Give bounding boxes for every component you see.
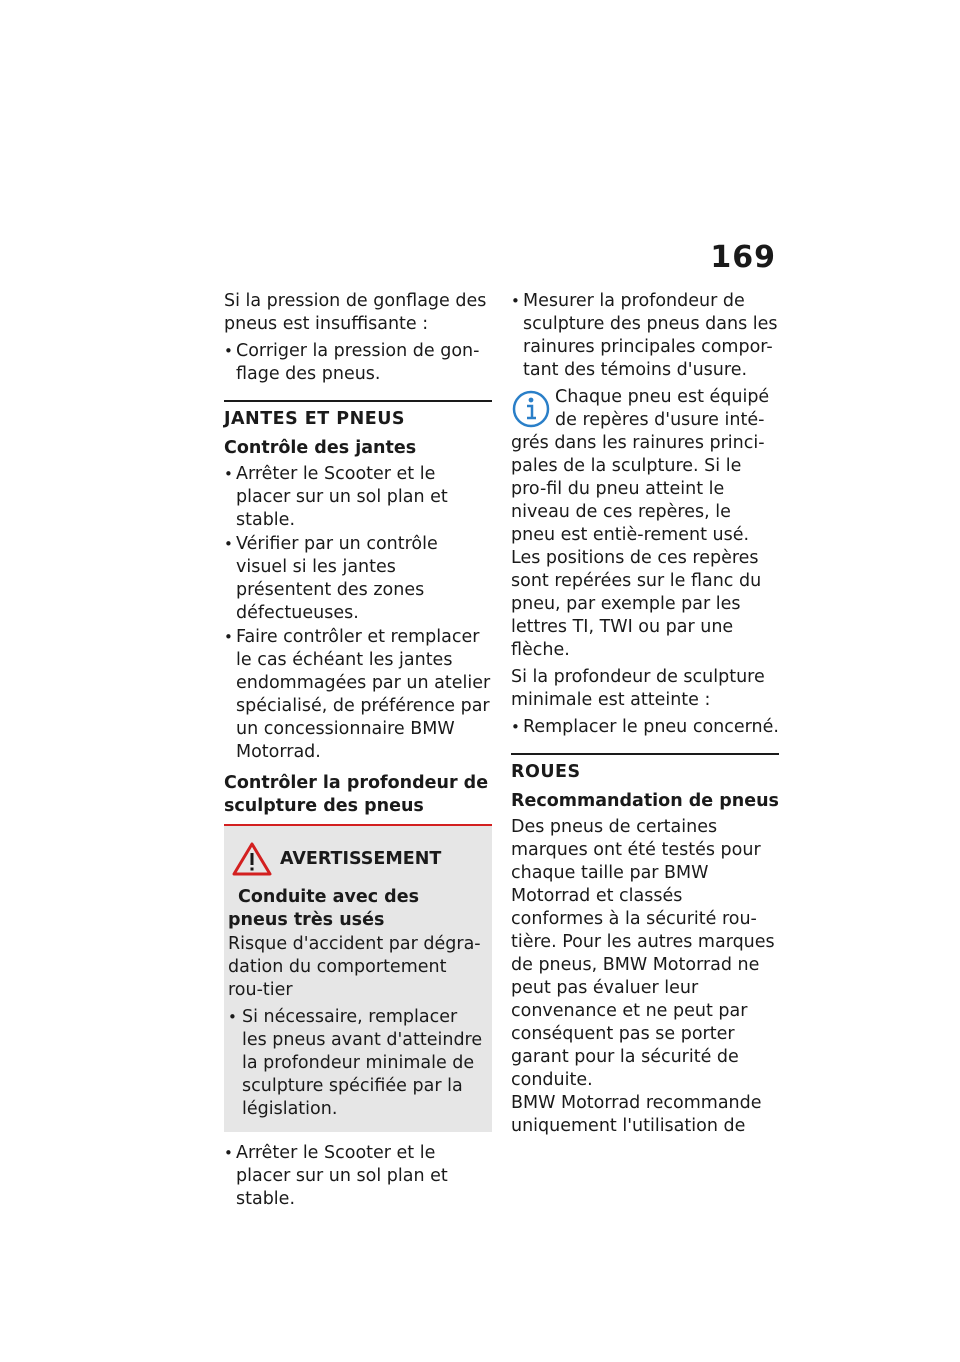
info-note	[511, 386, 779, 662]
list-item: • Faire contrôler et remplacer le cas échéant les jantes endommagées par un atelier spécialisé, de préférence par un concessionnaire BMW Motorrad.	[224, 626, 492, 764]
info-icon	[511, 388, 551, 430]
info-text: Chaque pneu est équipé de repères d'usure inté-grés dans les rainures princi-pales de la sculpture. Si le pro-fil du pneu atteint le niveau de ces repères, le pneu est entiè-rement usé. Les positions de ces repères sont repérées sur le flanc du pneu, par exemple par les lettres TI, TWI ou par une flèche.	[511, 387, 770, 660]
intro-text: Si la pression de gonflage des pneus est insuffisante :	[224, 291, 487, 334]
subsection-title-recommandation: Recommandation de pneus	[511, 791, 779, 811]
section-divider	[224, 400, 492, 402]
warning-bullet: • Si nécessaire, remplacer les pneus avant d'atteindre la profondeur minimale de sculpture spécifiée par la législation.	[228, 1006, 484, 1121]
warning-text: Risque d'accident par dégra-dation du comportement rou-tier	[228, 934, 481, 1000]
warning-header	[232, 842, 484, 876]
warning-box	[224, 824, 492, 1132]
warning-subtitle: Conduite avec des pneus très usés	[228, 887, 419, 930]
subsection-title-controle-jantes: Contrôle des jantes	[224, 438, 417, 458]
page-number: 169	[710, 240, 776, 275]
measure-bullet: • Mesurer la profondeur de sculpture des pneus dans les rainures principales compor-tant des témoins d'usure.	[511, 290, 779, 382]
right-column	[511, 290, 779, 1138]
section-title-roues: ROUES	[511, 762, 581, 782]
min-depth-bullet: • Remplacer le pneu concerné.	[511, 716, 779, 739]
warning-triangle-icon	[232, 842, 272, 876]
min-depth-text: Si la profondeur de sculpture minimale est atteinte :	[511, 667, 765, 710]
list-item: • Vérifier par un contrôle visuel si les jantes présentent des zones défectueuses.	[224, 533, 492, 625]
list-item: • Arrêter le Scooter et le placer sur un sol plan et stable.	[224, 463, 492, 532]
recommandation-text-continued: BMW Motorrad recommande uniquement l'utilisation de	[511, 1093, 762, 1136]
section-title-jantes: JANTES ET PNEUS	[224, 409, 406, 429]
warning-title: AVERTISSEMENT	[280, 848, 442, 869]
recommandation-text: Des pneus de certaines marques ont été testés pour chaque taille par BMW Motorrad et classés conformes à la sécurité rou-tière. Pour les autres marques de pneus, BMW Motorrad ne peut pas évaluer leur convenance et ne peut par conséquent pas se porter garant pour la sécurité de conduite.	[511, 817, 775, 1090]
subsection-title-profondeur: Contrôler la profondeur de sculpture des pneus	[224, 773, 489, 816]
left-column	[224, 290, 492, 1212]
section-divider	[511, 753, 779, 755]
intro-bullet: • Corriger la pression de gon-flage des pneus.	[224, 340, 492, 386]
list-item: • Arrêter le Scooter et le placer sur un sol plan et stable.	[224, 1142, 492, 1211]
